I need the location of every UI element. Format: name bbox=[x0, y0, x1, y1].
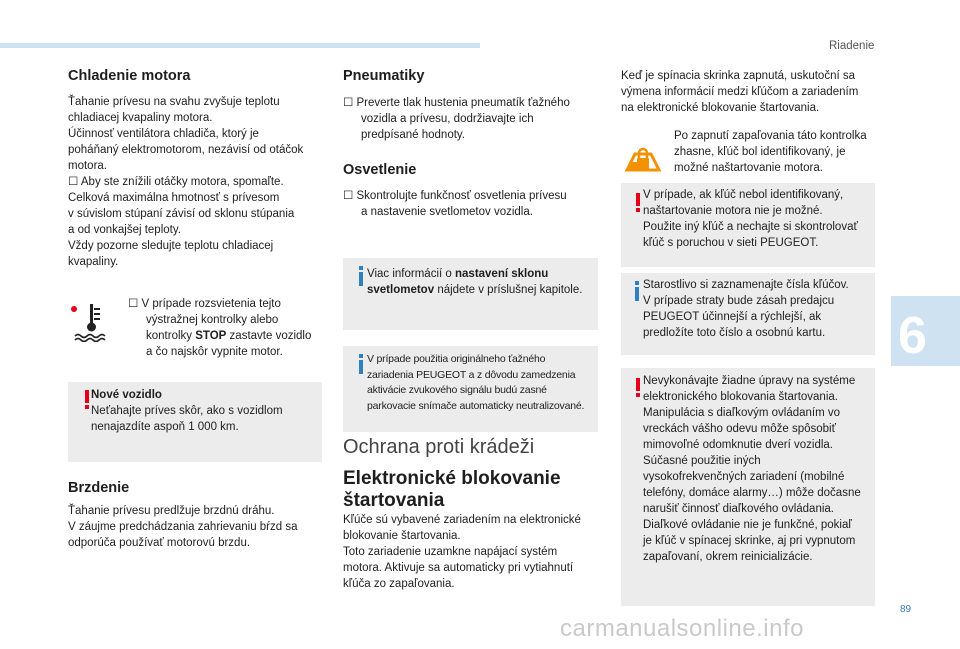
text-line: nenajazdíte aspoň 1 000 km. bbox=[91, 421, 239, 433]
text-line: vozidla a prívesu, dodržiavajte ich bbox=[361, 113, 534, 125]
tyres-text bbox=[343, 95, 603, 143]
immobiliser-title bbox=[343, 468, 561, 512]
bullet-icon: ☐ bbox=[128, 298, 142, 310]
lamp-text bbox=[674, 128, 884, 176]
text: zastavte vozidlo bbox=[229, 330, 312, 342]
text-line: Nevykonávajte žiadne úpravy na systéme bbox=[643, 375, 856, 387]
text-line bbox=[128, 328, 328, 344]
headlamp-info-text bbox=[367, 266, 595, 298]
text-line: na elektronické blokovanie štartovania. bbox=[621, 102, 820, 114]
text-line: PEUGEOT účinnejší a rýchlejší, ak bbox=[643, 311, 822, 323]
text-line: Neťahajte príves skôr, ako s vozidlom bbox=[91, 405, 283, 417]
bullet-line bbox=[343, 95, 603, 111]
stop-warning-text bbox=[128, 296, 328, 360]
text-line: narušiť činnosť diaľkového ovládania. bbox=[643, 503, 834, 515]
cooling-text bbox=[68, 94, 328, 270]
info-icon bbox=[355, 266, 367, 291]
title-line: Elektronické blokovanie bbox=[343, 468, 561, 489]
tyres-title: Pneumatiky bbox=[343, 68, 425, 84]
new-vehicle-warning-box bbox=[68, 382, 322, 462]
text-line: Po zapnutí zapaľovania táto kontrolka bbox=[674, 130, 867, 142]
warning-text bbox=[643, 187, 873, 251]
chapter-number: 6 bbox=[898, 307, 927, 365]
header-bar bbox=[0, 43, 480, 48]
lighting-text bbox=[343, 188, 603, 220]
key-numbers-info-box bbox=[621, 273, 875, 355]
warning-text bbox=[643, 373, 873, 565]
parking-sensor-text bbox=[367, 352, 597, 414]
text-line: naštartovanie motora nie je možné. bbox=[643, 205, 823, 217]
text-line: blokovanie štartovania. bbox=[343, 530, 461, 542]
link-text: svetlometov bbox=[367, 284, 435, 296]
text-line: chladiacej kvapaliny motora. bbox=[68, 112, 213, 124]
section-title: Riadenie bbox=[829, 40, 875, 52]
immobiliser-intro-text bbox=[621, 68, 881, 116]
coolant-temperature-icon bbox=[71, 300, 111, 342]
text-line: Súčasné použitie iných bbox=[643, 455, 761, 467]
text-line: Ťahanie prívesu predlžuje brzdnú dráhu. bbox=[68, 505, 275, 517]
text-line: vreckách vášho odevu môže spôsobiť bbox=[643, 423, 836, 435]
text-line: poháňaný elektromotorom, nezávisí od otáčok bbox=[68, 144, 304, 156]
text-line: kľúča zo zapaľovania. bbox=[343, 578, 455, 590]
info-text bbox=[643, 277, 873, 341]
new-vehicle-text bbox=[91, 387, 319, 435]
text-line: aktivácie zvukového signálu budú zasné bbox=[367, 384, 547, 396]
text-line: Ťahanie prívesu na svahu zvyšuje teplotu bbox=[68, 96, 280, 108]
brakes-text bbox=[68, 503, 328, 551]
parking-sensor-info-box bbox=[343, 346, 598, 432]
text-line: zapaľovaní, okrem reinicializácie. bbox=[643, 551, 813, 563]
text-line: Toto zariadenie uzamkne napájací systém bbox=[343, 546, 558, 558]
bullet-icon: ☐ bbox=[343, 97, 357, 109]
text-line: výstražnej kontrolky alebo bbox=[146, 314, 279, 326]
text: nájdete v príslušnej kapitole. bbox=[437, 284, 583, 296]
info-icon bbox=[631, 281, 643, 306]
info-icon bbox=[355, 354, 367, 379]
text-line: V prípade použitia originálneho ťažného bbox=[367, 353, 546, 365]
text-line: V prípade straty bude zásah predajcu bbox=[643, 295, 835, 307]
text: Preverte tlak hustenia pneumatík ťažného bbox=[356, 97, 570, 109]
bullet-text: Aby ste znížili otáčky motora, spomaľte. bbox=[80, 176, 284, 188]
lighting-title: Osvetlenie bbox=[343, 162, 417, 178]
text-line: zariadenia PEUGEOT a z dôvodu zamedzenia bbox=[367, 368, 576, 381]
text-line: motora. bbox=[68, 160, 107, 172]
text-line: predložíte toto číslo a osobnú kartu. bbox=[643, 327, 826, 339]
text-line: možné naštartovanie motora. bbox=[674, 162, 823, 174]
text-line: V záujme predchádzania zahrievaniu bŕzd sa bbox=[68, 521, 298, 533]
text-line: Starostlivo si zaznamenajte čísla kľúčov. bbox=[643, 279, 849, 291]
text-line: zhasne, kľúč bol identifikovaný, je bbox=[674, 146, 846, 158]
text-line: je kľúč v spínacej skrinke, aj pri vypnutom bbox=[643, 535, 856, 547]
text-line: Kľúče sú vybavené zariadením na elektronické bbox=[343, 514, 581, 526]
text-line: Celková maximálna hmotnosť s prívesom bbox=[68, 192, 280, 204]
page-number: 89 bbox=[900, 604, 912, 615]
text-line: v súvislom stúpaní závisí od sklonu stúpania bbox=[68, 208, 295, 220]
watermark: carmanualsonline.info bbox=[560, 615, 804, 642]
theft-protection-title: Ochrana proti krádeži bbox=[343, 436, 535, 458]
bullet-icon: ☐ bbox=[343, 190, 357, 202]
text-line bbox=[367, 266, 595, 282]
brakes-title: Brzdenie bbox=[68, 480, 130, 496]
text: V prípade rozsvietenia tejto bbox=[141, 298, 281, 310]
text: Viac informácií o bbox=[367, 268, 452, 280]
text-line: V prípade, ak kľúč nebol identifikovaný, bbox=[643, 189, 844, 201]
cooling-title: Chladenie motora bbox=[68, 68, 191, 84]
key-lock-lamp-icon bbox=[623, 140, 663, 174]
key-not-identified-warning-box bbox=[621, 183, 875, 267]
text-line: a nastavenie svetlometov vozidla. bbox=[361, 206, 533, 218]
no-modifications-warning-box bbox=[621, 368, 875, 606]
link-text: nastavení sklonu bbox=[455, 268, 549, 280]
new-vehicle-title: Nové vozidlo bbox=[91, 389, 162, 401]
text-line: Použite iný kľúč a nechajte si skontrolovať bbox=[643, 221, 858, 233]
text-line bbox=[367, 282, 595, 298]
text-line: Keď je spínacia skrinka zapnutá, uskutoční sa bbox=[621, 70, 856, 82]
text-line: motora. Aktivuje sa automaticky pri vytiahnutí bbox=[343, 562, 574, 574]
text-line: Vždy pozorne sledujte teplotu chladiacej bbox=[68, 240, 274, 252]
text-line: mimovoľné odomknutie dverí vozidla. bbox=[643, 439, 833, 451]
stop-word: STOP bbox=[195, 330, 227, 342]
immobiliser-text bbox=[343, 512, 603, 592]
bullet-line bbox=[68, 174, 328, 190]
headlamp-info-box bbox=[343, 258, 598, 330]
text-line: a od vonkajšej teploty. bbox=[68, 224, 181, 236]
text-line: Manipulácia s diaľkovým ovládaním vo bbox=[643, 407, 841, 419]
text-line: vysokofrekvenčných zariadení (mobilné bbox=[643, 471, 845, 483]
text: Skontrolujte funkčnosť osvetlenia prívesu bbox=[356, 190, 567, 202]
text: kontrolky bbox=[146, 330, 193, 342]
text-line: Diaľkové ovládanie nie je funkčné, pokiaľ bbox=[643, 519, 852, 531]
text-line: a čo najskôr vypnite motor. bbox=[146, 346, 283, 358]
text-line: parkovacie snímače automaticky neutralizované. bbox=[367, 399, 585, 412]
text-line: elektronického blokovania štartovania. bbox=[643, 391, 838, 403]
text-line: Účinnosť ventilátora chladiča, ktorý je bbox=[68, 128, 259, 140]
text-line: kvapaliny. bbox=[68, 256, 119, 268]
text-line: predpísané hodnoty. bbox=[361, 129, 466, 141]
text-line: telefóny, domáce alarmy…) môže dočasne bbox=[643, 487, 861, 499]
text-line: odporúča používať motorovú brzdu. bbox=[68, 537, 251, 549]
text-line: výmena informácií medzi kľúčom a zariadením bbox=[621, 86, 859, 98]
text-line: kľúč s poruchou v sieti PEUGEOT. bbox=[643, 237, 819, 249]
bullet-icon: ☐ bbox=[68, 176, 81, 188]
bullet-line bbox=[128, 296, 328, 312]
bullet-line bbox=[343, 188, 603, 204]
title-line: štartovania bbox=[343, 490, 445, 511]
